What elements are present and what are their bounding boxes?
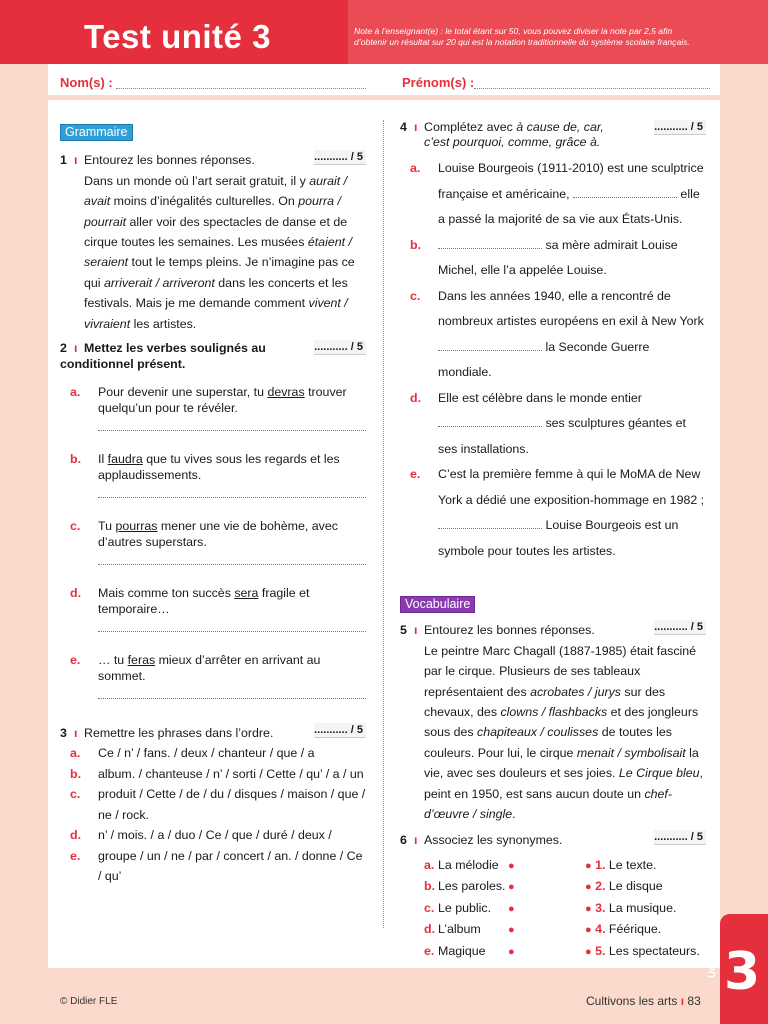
score-box: ........... / 5 (654, 830, 706, 845)
list-item: e. groupe / un / ne / par / concert / an. / donne / Ce / qu’ (70, 848, 363, 883)
choice[interactable]: aurait / avait (84, 173, 348, 209)
q1-text: Dans un monde où l’art serait gratuit, il y aurait / avait moins d’inégalités culturelles. On pourra / pourrait aller voir des spectacles de danse et de cirque toutes les semaines. Les musées étaient / seraient tout le temps pleins. Je n’imagine pas ce qui arriverait / arriveront dans les concerts et les festivals. Mais je me demande comment vivent / vivraient les artistes. (84, 173, 355, 331)
answer-line[interactable] (98, 430, 366, 431)
list-item: a. Ce / n’ / fans. / deux / chanteur / que / a (70, 746, 315, 761)
blank[interactable] (438, 341, 542, 351)
list-item: b. sa mère admirait Louise Michel, elle l’a appelée Louise. (410, 237, 678, 277)
q-heading: Entourez les bonnes réponses. (424, 623, 595, 638)
list-item: e. C’est la première femme à qui le MoMA de New York a dédié une exposition-hommage en 1982 ; Louise Bourgeois est un symbole pour toutes les artistes. (410, 467, 705, 558)
list-item[interactable]: ● 1. Le texte. (585, 857, 657, 872)
score-box: ........... / 5 (654, 620, 706, 635)
name-bar (48, 64, 720, 100)
list-item: d. n’ / mois. / a / duo / Ce / que / duré / deux / (70, 828, 332, 843)
list-item[interactable]: ● 3. La musique. (585, 900, 677, 915)
list-item: a. Pour devenir une superstar, tu devras trouver quelqu’un pour te révéler. (70, 385, 347, 416)
list-item: b. Il faudra que tu vives sous les regards et les applaudissements. (70, 452, 340, 483)
question-3: 3 ı Remettre les phrases dans l’ordre. ........... / 5 a. Ce / n’ / fans. / deux / chanteur / que / a b. album. / chanteuse / n’ / sorti / Cette / qu’ / a / un c. produit / Cette / de / du / disques / maison / que / ne / rock. d. n’ / mois. / a / duo / Ce / que / duré / deux / e. groupe / un / ne / par / concert / an. / donne / Ce / qu’ (60, 723, 366, 886)
q4-items (400, 156, 706, 564)
list-item[interactable]: b. Les paroles. ● (424, 879, 515, 894)
prenom-label: Prénom(s) : (402, 75, 475, 90)
q-number: 1 (60, 153, 67, 168)
choice[interactable]: chef-d’œuvre / single (424, 786, 672, 822)
choice[interactable]: pourra / pourrait (84, 194, 341, 229)
left-column (60, 122, 366, 886)
score-box: ........... / 5 (314, 340, 366, 355)
score-box: ........... / 5 (654, 120, 706, 135)
section-vocabulaire: Vocabulaire (400, 596, 475, 613)
prenom-field[interactable] (474, 88, 710, 89)
answer-line[interactable] (98, 698, 366, 699)
question-1 (60, 150, 366, 334)
list-item[interactable]: ● 4. Féérique. (585, 922, 662, 937)
q2-items (60, 384, 366, 699)
list-item[interactable]: c. Le public. ● (424, 900, 515, 915)
list-item[interactable]: a. La mélodie ● (424, 857, 515, 872)
choice[interactable]: arriverait / arriveront (103, 275, 215, 290)
section-grammaire: Grammaire (60, 124, 133, 141)
nom-label: Nom(s) : (60, 75, 113, 90)
choice[interactable]: chapiteaux / coulisses (477, 725, 599, 740)
association-grid (400, 855, 706, 962)
unit-word: Unité (707, 953, 718, 978)
list-item: c. Dans les années 1940, elle a rencontré de nombreux artistes européens en exil à New York la Seconde Guerre mondiale. (410, 288, 704, 379)
choice[interactable]: acrobates / jurys (530, 684, 621, 699)
q-heading: Entourez les bonnes réponses. (84, 153, 255, 168)
blank[interactable] (438, 239, 542, 249)
answer-line[interactable] (98, 564, 366, 565)
list-item: c. Tu pourras mener une vie de bohème, avec d’autres superstars. (70, 519, 338, 550)
page-number: 83 (687, 994, 701, 1008)
list-item[interactable]: d. L’album ● (424, 922, 515, 937)
choice[interactable]: menait / symbolisait (576, 745, 686, 760)
right-column (400, 120, 706, 962)
score-box: ........... / 5 (314, 150, 366, 165)
list-item[interactable]: ● 5. Les spectateurs. (585, 943, 700, 958)
blank[interactable] (573, 188, 677, 198)
blank[interactable] (438, 519, 542, 529)
list-item[interactable]: e. Magique ● (424, 943, 515, 958)
q-heading: Remettre les phrases dans l’ordre. (84, 726, 274, 741)
choice[interactable]: vivent / vivraient (84, 296, 348, 331)
score-box: ........... / 5 (314, 723, 366, 738)
list-item: d. Elle est célèbre dans le monde entier ses sculptures géantes et ses installations. (410, 390, 686, 456)
question-5: 5 ı Entourez les bonnes réponses. ........... / 5 Le peintre Marc Chagall (1887-1985) était fasciné par le cirque. Plusieurs de ses tableaux représentaient des acrobates / jurys sur des chevaux, des clowns / flashbacks et des jongleurs sous des chapiteaux / coulisses de toutes les couleurs. Pour lui, le cirque menait / symbolisait la vie, avec ses douleurs et ses joies. Le Cirque bleu, peint en 1950, est sans aucun doute un chef-d’œuvre / single. (400, 620, 706, 824)
teacher-note: Note à l’enseignant(e) : le total étant sur 50, vous pouvez diviser la note par 2,5 afin d’obtenir un résultat sur 20 qui est la notation traditionnelle du système scolaire français. (354, 26, 690, 47)
list-item: c. produit / Cette / de / du / disques / maison / que / ne / rock. (70, 787, 366, 822)
choice[interactable]: étaient / seraient (84, 235, 352, 270)
list-item[interactable]: ● 2. Le disque (585, 879, 663, 894)
answer-line[interactable] (98, 497, 366, 498)
list-item: a. Louise Bourgeois (1911-2010) est une sculptrice française et américaine, elle a passé la majorité de sa vie aux États-Unis. (410, 161, 704, 226)
list-item: e. … tu feras mieux d’arrêter en arrivant au sommet. (70, 653, 321, 684)
unit-number: 3 (724, 942, 761, 1002)
q-heading: Associez les synonymes. (424, 833, 563, 848)
q5-text: Le peintre Marc Chagall (1887-1985) était fasciné par le cirque. Plusieurs de ses tableaux représentaient des acrobates / jurys sur des chevaux, des clowns / flashbacks et des jongleurs sous des chapiteaux / coulisses de toutes les couleurs. Pour lui, le cirque menait / symbolisait la vie, avec ses douleurs et ses joies. Le Cirque bleu, peint en 1950, est sans aucun doute un chef-d’œuvre / single. (424, 643, 703, 822)
q-bar: ı (74, 153, 78, 168)
copyright: © Didier FLE (60, 996, 118, 1007)
blank[interactable] (438, 417, 542, 427)
question-4: 4 ı Complétez avec à cause de, car, c’est pourquoi, comme, grâce à. ........... / 5 a. Louise Bourgeois (1911-2010) est une sculptrice française et américaine, elle a passé la majorité de sa vie aux États-Unis. b. sa mère admirait Louise Michel, elle l’a appelée Louise. c. Dans les années 1940, elle a rencontré de nombreux artistes européens en exil à New York la Seconde Guerre mondiale. d. Elle est célèbre dans le monde entier ses sculptures géantes et ses installations. e. C’est la première femme à qui le MoMA de New York a dédié une exposition-hommage en 1982 ; Louise Bourgeois est un symbole pour toutes les artistes. (400, 120, 706, 564)
answer-line[interactable] (98, 631, 366, 632)
choice[interactable]: clowns / flashbacks (500, 705, 608, 720)
list-item: b. album. / chanteuse / n’ / sorti / Cette / qu’ / a / un (70, 766, 364, 781)
q-heading: Mettez les verbes soulignés au conditionnel présent. (60, 341, 266, 372)
question-2: 2 ı Mettez les verbes soulignés au conditionnel présent. ........... / 5 a. Pour devenir une superstar, tu devras trouver quelqu’un pour te révéler. b. Il faudra que tu vives sous les regards et les applaudissements. c. Tu pourras mener une vie de bohème, avec d’autres superstars. d. Mais comme ton succès sera fragile et temporaire… e. … tu feras mieux d’arrêter en arrivant au sommet. (60, 340, 366, 699)
q3-items (60, 743, 366, 886)
footer-chapter: Cultivons les arts ı 83 (586, 994, 701, 1008)
nom-field[interactable] (116, 88, 366, 89)
page-title: Test unité 3 (84, 18, 271, 55)
list-item: d. Mais comme ton succès sera fragile et temporaire… (70, 586, 310, 617)
column-divider (383, 120, 384, 928)
question-6: 6 ı Associez les synonymes. ........... / 5 a. La mélodie ● b. Les paroles. ● c. Le public. ● d. L’album ● e. Magique ● ● 1. Le texte. ● 2. Le disque ● 3. La musique. ● 4. Féérique. ● 5. Les spectateurs. (400, 830, 706, 961)
